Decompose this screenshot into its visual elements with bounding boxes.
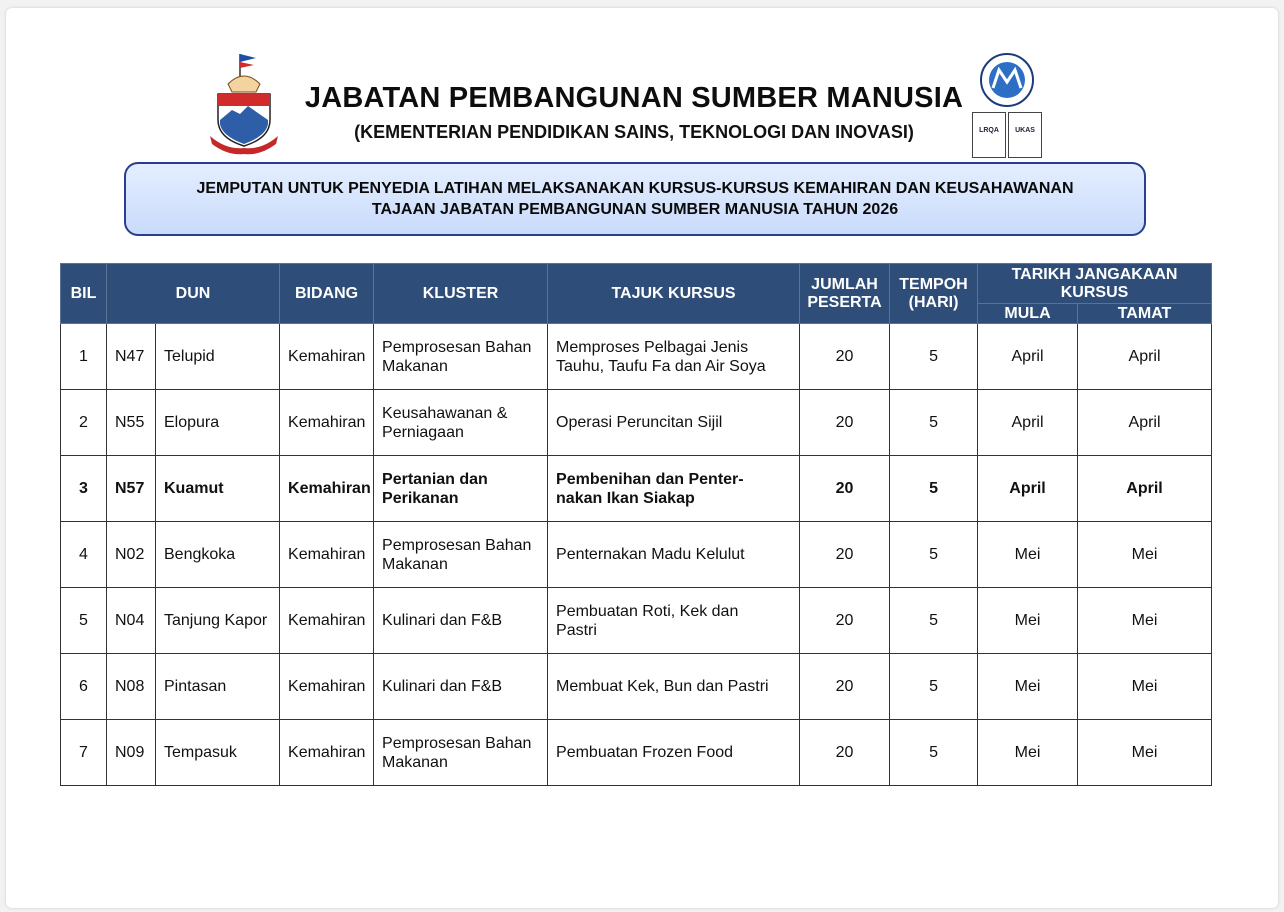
cell-mula <box>978 654 1078 720</box>
cell-tamat-text: April <box>1128 414 1161 431</box>
cell-tajuk-kursus <box>548 324 800 390</box>
header-tempoh-line1: TEMPOH <box>899 275 968 293</box>
cell-jumlah-peserta-text: 20 <box>835 414 854 431</box>
cell-bil <box>61 324 107 390</box>
cell-bidang <box>280 456 374 522</box>
cell-kluster-text: Makanan <box>382 357 448 375</box>
cell-bil <box>61 588 107 654</box>
cell-dun-code <box>107 390 156 456</box>
cell-dun-code <box>107 720 156 786</box>
header-dun: DUN <box>107 264 280 324</box>
cell-mula-text: April <box>1011 414 1044 431</box>
cell-tajuk-kursus <box>548 654 800 720</box>
cell-tamat-text: Mei <box>1131 546 1158 563</box>
cell-bidang-text: Kemahiran <box>288 612 366 629</box>
cell-bil-text: 7 <box>79 744 88 761</box>
cell-dun-code <box>107 324 156 390</box>
cell-mula-text: Mei <box>1014 744 1041 761</box>
jpsm-logo <box>972 52 1042 108</box>
cell-kluster-text: Kulinari dan F&B <box>382 612 503 629</box>
cell-jumlah-peserta-text: 20 <box>835 744 854 761</box>
cell-dun-code-text: N02 <box>115 546 145 563</box>
cell-kluster <box>374 522 548 588</box>
cell-tamat <box>1078 654 1212 720</box>
cell-tajuk-kursus <box>548 522 800 588</box>
cell-jumlah-peserta-text: 20 <box>835 612 854 629</box>
lrqa-logo: LRQA <box>972 112 1006 158</box>
cell-bil-text: 6 <box>79 678 88 695</box>
cell-mula <box>978 522 1078 588</box>
cell-jumlah-peserta-text: 20 <box>835 348 854 365</box>
cell-dun-name-text: Telupid <box>164 348 215 365</box>
cell-mula-text: Mei <box>1014 546 1041 563</box>
cell-kluster-text: Keusahawanan & <box>382 404 508 422</box>
cell-tajuk-kursus-text: Pastri <box>556 621 597 639</box>
cell-mula <box>978 588 1078 654</box>
header-jumlah-line2: PESERTA <box>807 293 882 311</box>
cell-tamat-text: April <box>1126 480 1163 497</box>
cell-mula <box>978 720 1078 786</box>
course-table <box>60 263 1212 786</box>
cell-tempoh <box>890 390 978 456</box>
cell-tajuk-kursus <box>548 720 800 786</box>
cell-tamat <box>1078 522 1212 588</box>
table-row <box>61 720 1212 786</box>
cell-bidang-text: Kemahiran <box>288 480 371 497</box>
header-tempoh <box>890 264 978 324</box>
cell-kluster-text: Pertanian dan <box>382 470 488 488</box>
cell-bidang-text: Kemahiran <box>288 744 366 761</box>
cell-tajuk-kursus-text: Tauhu, Taufu Fa dan Air Soya <box>556 357 766 375</box>
organization-subtitle: (KEMENTERIAN PENDIDIKAN SAINS, TEKNOLOGI DAN INOVASI) <box>354 122 914 142</box>
cell-bidang <box>280 588 374 654</box>
table-row <box>61 522 1212 588</box>
cell-dun-code-text: N09 <box>115 744 145 761</box>
cell-tajuk-kursus-text: nakan Ikan Siakap <box>556 489 695 507</box>
cell-bil-text: 1 <box>79 348 88 365</box>
cell-kluster <box>374 456 548 522</box>
cell-dun-code-text: N47 <box>115 348 145 365</box>
cell-tamat <box>1078 390 1212 456</box>
cell-dun-code <box>107 522 156 588</box>
cell-jumlah-peserta-text: 20 <box>835 546 854 563</box>
cell-dun-code-text: N08 <box>115 678 145 695</box>
cell-tempoh-text: 5 <box>929 546 938 563</box>
cell-kluster-text: Pemprosesan Bahan <box>382 338 532 356</box>
cell-tamat <box>1078 720 1212 786</box>
cell-bil <box>61 522 107 588</box>
header-tarikh-line2: KURSUS <box>1060 283 1129 301</box>
cell-jumlah-peserta <box>800 522 890 588</box>
cell-jumlah-peserta <box>800 588 890 654</box>
cell-bil-text: 3 <box>79 480 88 497</box>
header-bil: BIL <box>61 264 107 324</box>
header-tarikh-line1: TARIKH JANGAKAAN <box>1011 265 1178 283</box>
cell-dun-code-text: N57 <box>115 480 145 497</box>
cell-dun-code <box>107 456 156 522</box>
cell-bil-text: 5 <box>79 612 88 629</box>
cell-tempoh <box>890 720 978 786</box>
header-jumlah-peserta <box>800 264 890 324</box>
cell-bidang-text: Kemahiran <box>288 546 366 563</box>
cell-kluster-text: Perikanan <box>382 489 459 507</box>
cell-kluster <box>374 654 548 720</box>
cell-kluster <box>374 588 548 654</box>
cell-kluster-text: Pemprosesan Bahan <box>382 536 532 554</box>
banner-line-1: JEMPUTAN UNTUK PENYEDIA LATIHAN MELAKSANAKAN KURSUS-KURSUS KEMAHIRAN DAN KEUSAHAWANAN <box>196 180 1074 197</box>
cell-dun-name <box>156 324 280 390</box>
cell-tempoh <box>890 324 978 390</box>
cell-tajuk-kursus-text: Pembenihan dan Penter- <box>556 470 744 488</box>
cell-tempoh-text: 5 <box>929 480 938 497</box>
cell-dun-name <box>156 654 280 720</box>
cell-tajuk-kursus-text: Pembuatan Roti, Kek dan <box>556 602 739 620</box>
cell-bil <box>61 720 107 786</box>
cell-dun-name-text: Kuamut <box>164 480 224 497</box>
cell-tajuk-kursus <box>548 588 800 654</box>
cell-dun-name-text: Elopura <box>164 414 220 431</box>
cell-dun-name <box>156 456 280 522</box>
cell-dun-name <box>156 522 280 588</box>
cell-kluster-text: Kulinari dan F&B <box>382 678 503 695</box>
cell-dun-code-text: N04 <box>115 612 145 629</box>
cell-tajuk-kursus-text: Memproses Pelbagai Jenis <box>556 338 749 356</box>
title-banner <box>124 162 1146 236</box>
cell-dun-code <box>107 588 156 654</box>
cell-tempoh-text: 5 <box>929 414 938 431</box>
cell-kluster <box>374 720 548 786</box>
cell-dun-name-text: Bengkoka <box>164 546 236 563</box>
cell-tajuk-kursus <box>548 456 800 522</box>
cell-dun-name <box>156 720 280 786</box>
cell-bil <box>61 654 107 720</box>
table-row <box>61 390 1212 456</box>
cell-mula-text: Mei <box>1014 678 1041 695</box>
cell-mula-text: April <box>1009 480 1046 497</box>
cell-tempoh <box>890 588 978 654</box>
cell-bidang-text: Kemahiran <box>288 348 366 365</box>
cell-dun-name-text: Tanjung Kapor <box>164 612 268 629</box>
cell-jumlah-peserta <box>800 456 890 522</box>
cell-jumlah-peserta <box>800 720 890 786</box>
cell-tamat <box>1078 324 1212 390</box>
cell-jumlah-peserta <box>800 654 890 720</box>
cell-bidang <box>280 522 374 588</box>
cell-tamat <box>1078 588 1212 654</box>
cell-jumlah-peserta-text: 20 <box>835 480 854 497</box>
cell-jumlah-peserta <box>800 390 890 456</box>
organization-title: JABATAN PEMBANGUNAN SUMBER MANUSIA <box>304 82 964 114</box>
header-mula: MULA <box>978 304 1078 324</box>
cell-tempoh-text: 5 <box>929 612 938 629</box>
table-row <box>61 456 1212 522</box>
header-jumlah-line1: JUMLAH <box>811 275 878 293</box>
header-tamat: TAMAT <box>1078 304 1212 324</box>
state-crest-logo <box>206 50 282 156</box>
cell-tempoh-text: 5 <box>929 678 938 695</box>
cell-bidang-text: Kemahiran <box>288 414 366 431</box>
header-bidang: BIDANG <box>280 264 374 324</box>
cell-kluster-text: Perniagaan <box>382 423 464 441</box>
cell-tempoh <box>890 654 978 720</box>
cell-tamat-text: Mei <box>1131 744 1158 761</box>
cell-kluster-text: Pemprosesan Bahan <box>382 734 532 752</box>
cell-bidang-text: Kemahiran <box>288 678 366 695</box>
cell-bidang <box>280 654 374 720</box>
cell-tamat-text: Mei <box>1131 612 1158 629</box>
cell-bil-text: 4 <box>79 546 88 563</box>
cell-bil-text: 2 <box>79 414 88 431</box>
cell-bidang <box>280 324 374 390</box>
header-kluster: KLUSTER <box>374 264 548 324</box>
cell-jumlah-peserta-text: 20 <box>835 678 854 695</box>
cell-dun-code <box>107 654 156 720</box>
cell-bidang <box>280 720 374 786</box>
cell-tempoh <box>890 456 978 522</box>
cell-kluster-text: Makanan <box>382 753 448 771</box>
header-tempoh-line2: (HARI) <box>908 293 959 311</box>
cell-kluster-text: Makanan <box>382 555 448 573</box>
cell-tajuk-kursus <box>548 390 800 456</box>
cell-mula-text: Mei <box>1014 612 1041 629</box>
cell-tamat-text: April <box>1128 348 1161 365</box>
cell-dun-name <box>156 390 280 456</box>
cell-tajuk-kursus-text: Operasi Peruncitan Sijil <box>556 414 723 431</box>
cell-bil <box>61 456 107 522</box>
cell-dun-name-text: Tempasuk <box>164 744 237 761</box>
cell-tempoh-text: 5 <box>929 348 938 365</box>
cell-mula-text: April <box>1011 348 1044 365</box>
cell-bidang <box>280 390 374 456</box>
certification-logos <box>972 112 1042 160</box>
cell-tamat <box>1078 456 1212 522</box>
cell-tajuk-kursus-text: Pembuatan Frozen Food <box>556 744 734 761</box>
cell-kluster <box>374 324 548 390</box>
cell-dun-code-text: N55 <box>115 414 145 431</box>
cell-tajuk-kursus-text: Penternakan Madu Kelulut <box>556 546 745 563</box>
cell-dun-name <box>156 588 280 654</box>
cell-kluster <box>374 390 548 456</box>
banner-line-2: TAJAAN JABATAN PEMBANGUNAN SUMBER MANUSIA TAHUN 2026 <box>371 201 899 218</box>
cell-tamat-text: Mei <box>1131 678 1158 695</box>
table-row <box>61 588 1212 654</box>
ukas-logo: UKAS <box>1008 112 1042 158</box>
table-row <box>61 324 1212 390</box>
cell-mula <box>978 324 1078 390</box>
cell-mula <box>978 456 1078 522</box>
cell-tempoh-text: 5 <box>929 744 938 761</box>
cell-tajuk-kursus-text: Membuat Kek, Bun dan Pastri <box>556 678 769 695</box>
cell-tempoh <box>890 522 978 588</box>
cell-jumlah-peserta <box>800 324 890 390</box>
cell-bil <box>61 390 107 456</box>
header-tajuk-kursus: TAJUK KURSUS <box>548 264 800 324</box>
cell-mula <box>978 390 1078 456</box>
cell-dun-name-text: Pintasan <box>164 678 227 695</box>
header-tarikh-jangkaan <box>978 264 1212 304</box>
table-row <box>61 654 1212 720</box>
